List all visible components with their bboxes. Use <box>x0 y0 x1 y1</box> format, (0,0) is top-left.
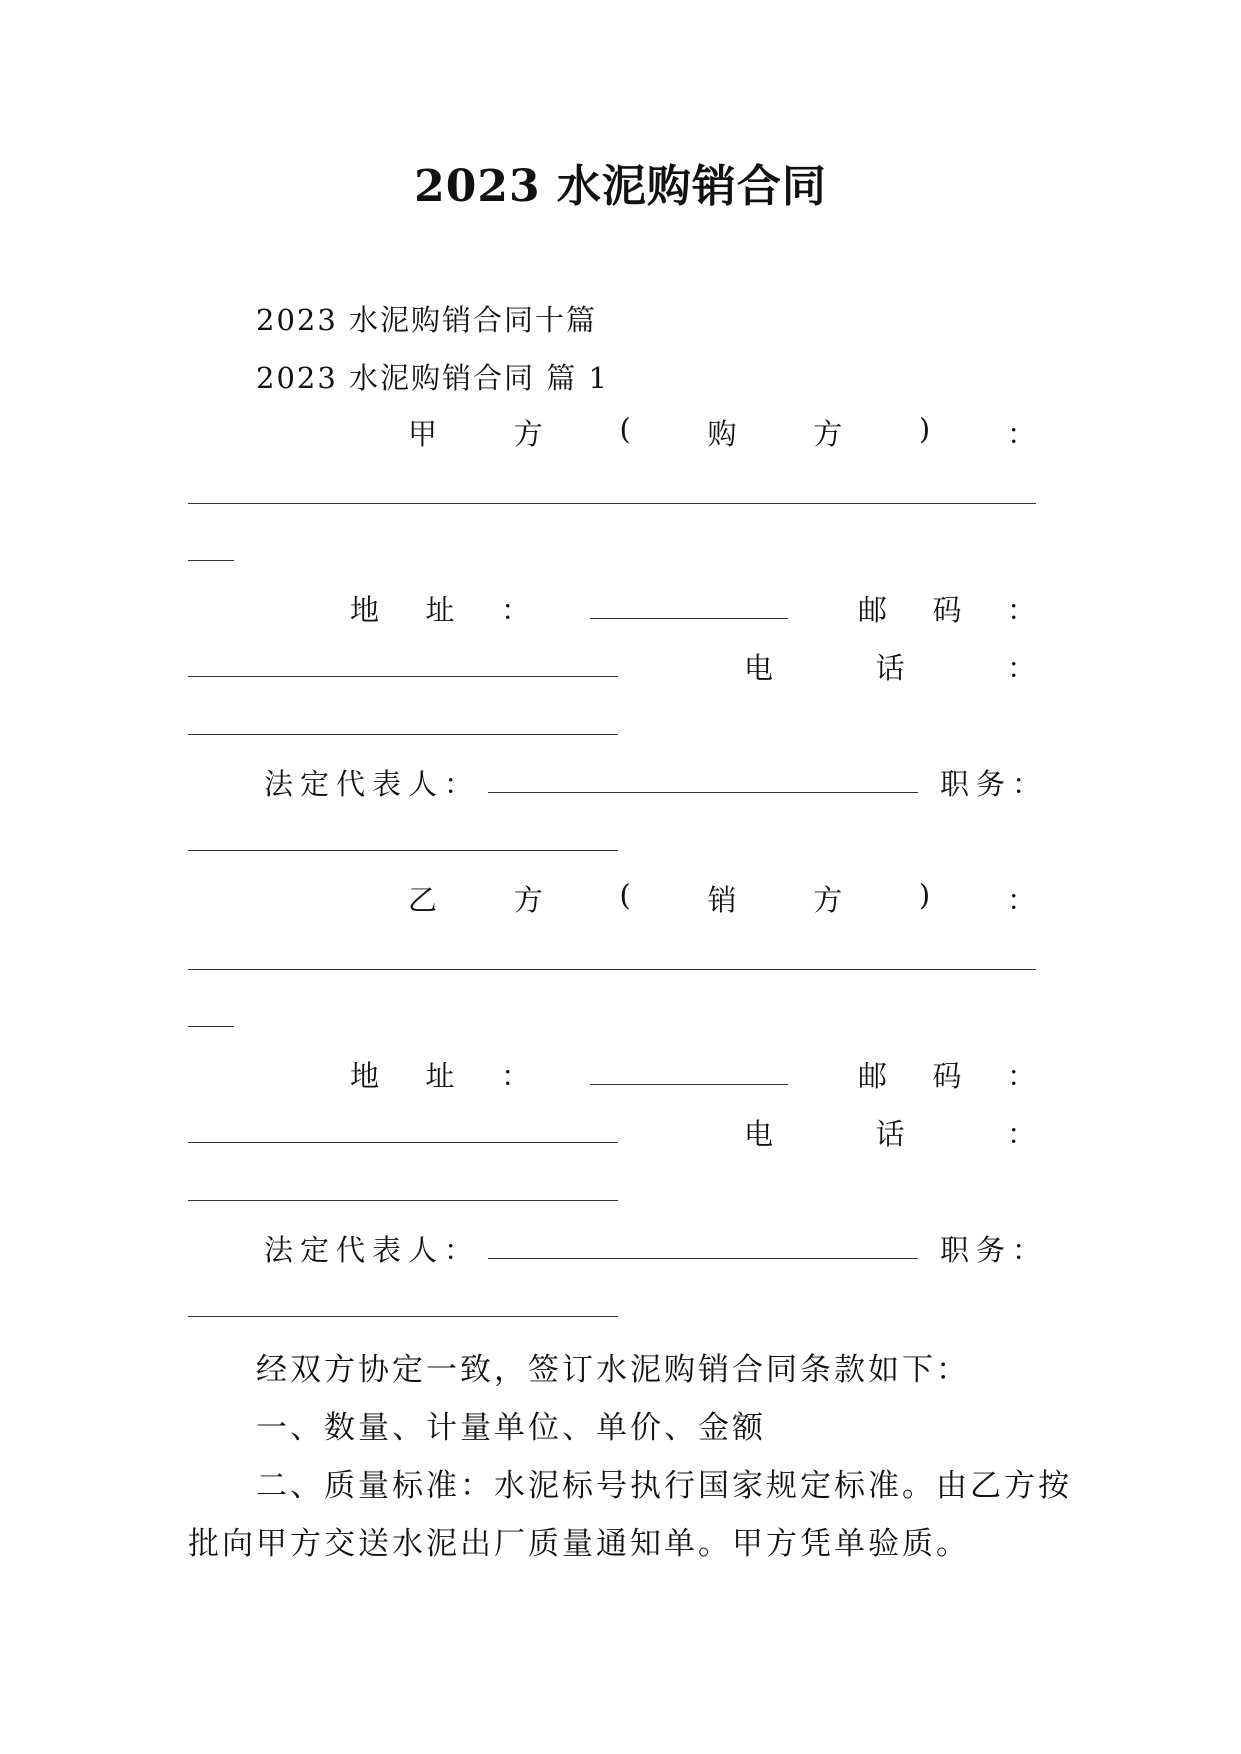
party-b-legal-rep-blank[interactable] <box>488 1258 918 1259</box>
party-b-name-blank[interactable] <box>188 969 1036 970</box>
party-b-name-blank-continued[interactable] <box>188 1026 234 1027</box>
label-char: 码 <box>932 1059 962 1093</box>
label-char: 邮 <box>858 1059 888 1093</box>
label-char: ： <box>1006 1059 1036 1093</box>
party-a-legal-rep-blank[interactable] <box>488 792 918 793</box>
heading-char: 甲 <box>408 417 438 451</box>
label-char: 地 <box>350 1059 380 1093</box>
heading-char: 乙 <box>408 883 438 917</box>
heading-char: ) <box>918 878 931 912</box>
party-b-legal-rep-label: 法定代表人： <box>264 1233 481 1267</box>
party-b-address-label <box>350 1054 530 1095</box>
party-b-position-blank[interactable] <box>188 1316 618 1317</box>
heading-char: ( <box>619 878 631 912</box>
heading-char: 方 <box>813 417 843 451</box>
label-char: 码 <box>932 593 962 627</box>
party-a-postcode-label <box>858 588 1036 629</box>
label-char: ： <box>500 1059 530 1093</box>
party-a-heading <box>408 412 1036 453</box>
party-b-phone-blank[interactable] <box>188 1200 618 1201</box>
label-char: ： <box>1006 651 1036 685</box>
document-title: 2023 水泥购销合同 <box>414 161 827 212</box>
heading-char: 方 <box>513 883 543 917</box>
party-a-address-blank[interactable] <box>590 618 788 619</box>
terms-item-2-line-2: 批向甲方交送水泥出厂质量通知单。甲方凭单验质。 <box>188 1526 970 1562</box>
terms-intro: 经双方协定一致，签订水泥购销合同条款如下： <box>256 1352 970 1388</box>
heading-char: 购 <box>707 417 737 451</box>
label-char: 址 <box>425 593 455 627</box>
heading-char: 方 <box>813 883 843 917</box>
document-subtitle: 2023 水泥购销合同十篇 <box>256 303 598 337</box>
label-char: 话 <box>875 1117 905 1151</box>
party-b-phone-label <box>744 1112 1036 1153</box>
section-heading: 2023 水泥购销合同 篇 1 <box>256 361 609 395</box>
heading-char: 方 <box>513 417 543 451</box>
label-char: 话 <box>875 651 905 685</box>
heading-char: ( <box>619 412 631 446</box>
label-char: ： <box>1006 593 1036 627</box>
party-b-address-blank[interactable] <box>590 1084 788 1085</box>
party-b-heading <box>408 878 1036 919</box>
terms-item-2-line-1: 二、质量标准：水泥标号执行国家规定标准。由乙方按 <box>256 1468 1072 1504</box>
party-b-postcode-label <box>858 1054 1036 1095</box>
terms-item-1: 一、数量、计量单位、单价、金额 <box>256 1410 766 1446</box>
label-char: ： <box>500 593 530 627</box>
heading-char: 销 <box>707 883 737 917</box>
party-a-legal-rep-label: 法定代表人： <box>264 767 481 801</box>
label-char: 电 <box>744 651 774 685</box>
party-b-postcode-blank[interactable] <box>188 1142 618 1143</box>
party-a-position-label: 职务： <box>940 767 1049 801</box>
label-char: 址 <box>425 1059 455 1093</box>
party-a-phone-label <box>744 646 1036 687</box>
party-a-name-blank-continued[interactable] <box>188 560 234 561</box>
label-char: ： <box>1006 1117 1036 1151</box>
label-char: 电 <box>744 1117 774 1151</box>
party-b-position-label: 职务： <box>940 1233 1049 1267</box>
party-a-position-blank[interactable] <box>188 850 618 851</box>
label-char: 地 <box>350 593 380 627</box>
party-a-postcode-blank[interactable] <box>188 676 618 677</box>
party-a-phone-blank[interactable] <box>188 734 618 735</box>
heading-char: ： <box>1006 883 1036 917</box>
party-a-name-blank[interactable] <box>188 503 1036 504</box>
label-char: 邮 <box>858 593 888 627</box>
heading-char: ) <box>918 412 931 446</box>
heading-char: ： <box>1006 417 1036 451</box>
party-a-address-label <box>350 588 530 629</box>
